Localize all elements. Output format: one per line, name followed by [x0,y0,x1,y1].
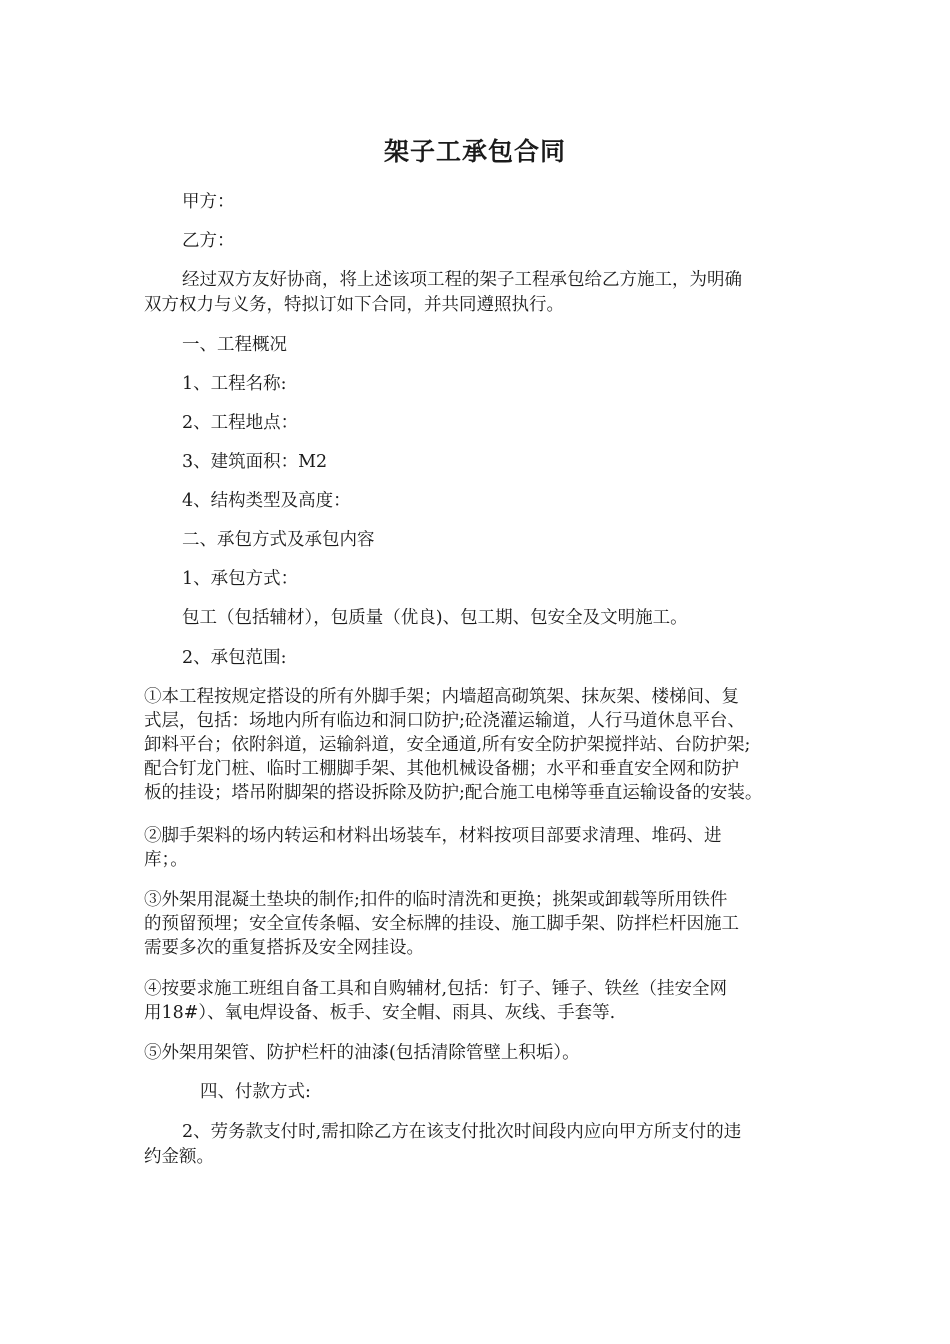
scope-item-4 [144,977,824,1025]
building-area-item: 3、建筑面积：M2 [182,452,328,472]
section1-heading: 一、工程概况 [182,335,287,355]
scope-item-2 [144,824,824,872]
contract-method-label: 1、承包方式： [182,569,299,589]
scope-item-5-line: ⑤外架用架管、防护栏杆的油漆(包括清除管壁上积垢）。 [144,1043,580,1063]
scope-item-3-line: ③外架用混凝土垫块的制作;扣件的临时清洗和更换；挑架或卸载等所用铁件 [144,890,728,910]
scope-item-2-line: ②脚手架料的场内转运和材料出场装车，材料按项目部要求清理、堆码、进 [144,826,722,846]
structure-type-item: 4、结构类型及高度： [182,491,351,511]
scope-item-1-line: ①本工程按规定搭设的所有外脚手架；内墙超高砌筑架、抹灰架、楼梯间、复 [144,687,739,707]
project-location-item: 2、工程地点： [182,413,299,433]
scope-item-4-line: 用18#）、氧电焊设备、板手、安全帽、雨具、灰线、手套等. [144,1003,616,1023]
scope-item-2-line: 库；。 [144,850,188,870]
document-title: 架子工承包合同 [383,137,566,166]
project-name-item: 1、工程名称: [182,374,287,394]
payment-item-2-line-1: 2、劳务款支付时,需扣除乙方在该支付批次时间段内应向甲方所支付的违 [182,1122,742,1142]
scope-item-3-line: 需要多次的重复搭拆及安全网挂设。 [144,938,424,958]
party-b-label: 乙方： [182,231,235,251]
scope-item-4-line: ④按要求施工班组自备工具和自购辅材,包括：钉子、锤子、铁丝（挂安全网 [144,979,728,999]
intro-line-1: 经过双方友好协商，将上述该项工程的架子工程承包给乙方施工，为明确 [182,270,742,290]
scope-item-3 [144,888,824,960]
party-a-label: 甲方： [182,192,235,212]
scope-item-5 [144,1041,824,1065]
payment-item-2-line-2: 约金额。 [144,1147,214,1167]
scope-item-1-line: 式层，包括：场地内所有临边和洞口防护;砼浇灌运输道，人行马道休息平台、 [144,711,745,731]
scope-item-1-line: 卸料平台；依附斜道，运输斜道，安全通道,所有安全防护架搅拌站、台防护架; [144,735,751,755]
contract-scope-label: 2、承包范围: [182,648,287,668]
scope-item-1 [144,685,824,805]
scope-item-3-line: 的预留预埋；安全宣传条幅、安全标牌的挂设、施工脚手架、防拌栏杆因施工 [144,914,739,934]
scope-item-1-line: 配合钉龙门桩、临时工棚脚手架、其他机械设备棚；水平和垂直安全网和防护 [144,759,739,779]
scope-item-1-line: 板的挂设；塔吊附脚架的搭设拆除及防护;配合施工电梯等垂直运输设备的安装。 [144,783,763,803]
contract-method-text: 包工（包括辅材），包质量（优良)、包工期、包安全及文明施工。 [182,608,688,628]
section2-heading: 二、承包方式及承包内容 [182,530,375,550]
intro-line-2: 双方权力与义务，特拟订如下合同，并共同遵照执行。 [144,295,564,315]
section4-heading: 四、付款方式: [200,1082,311,1102]
